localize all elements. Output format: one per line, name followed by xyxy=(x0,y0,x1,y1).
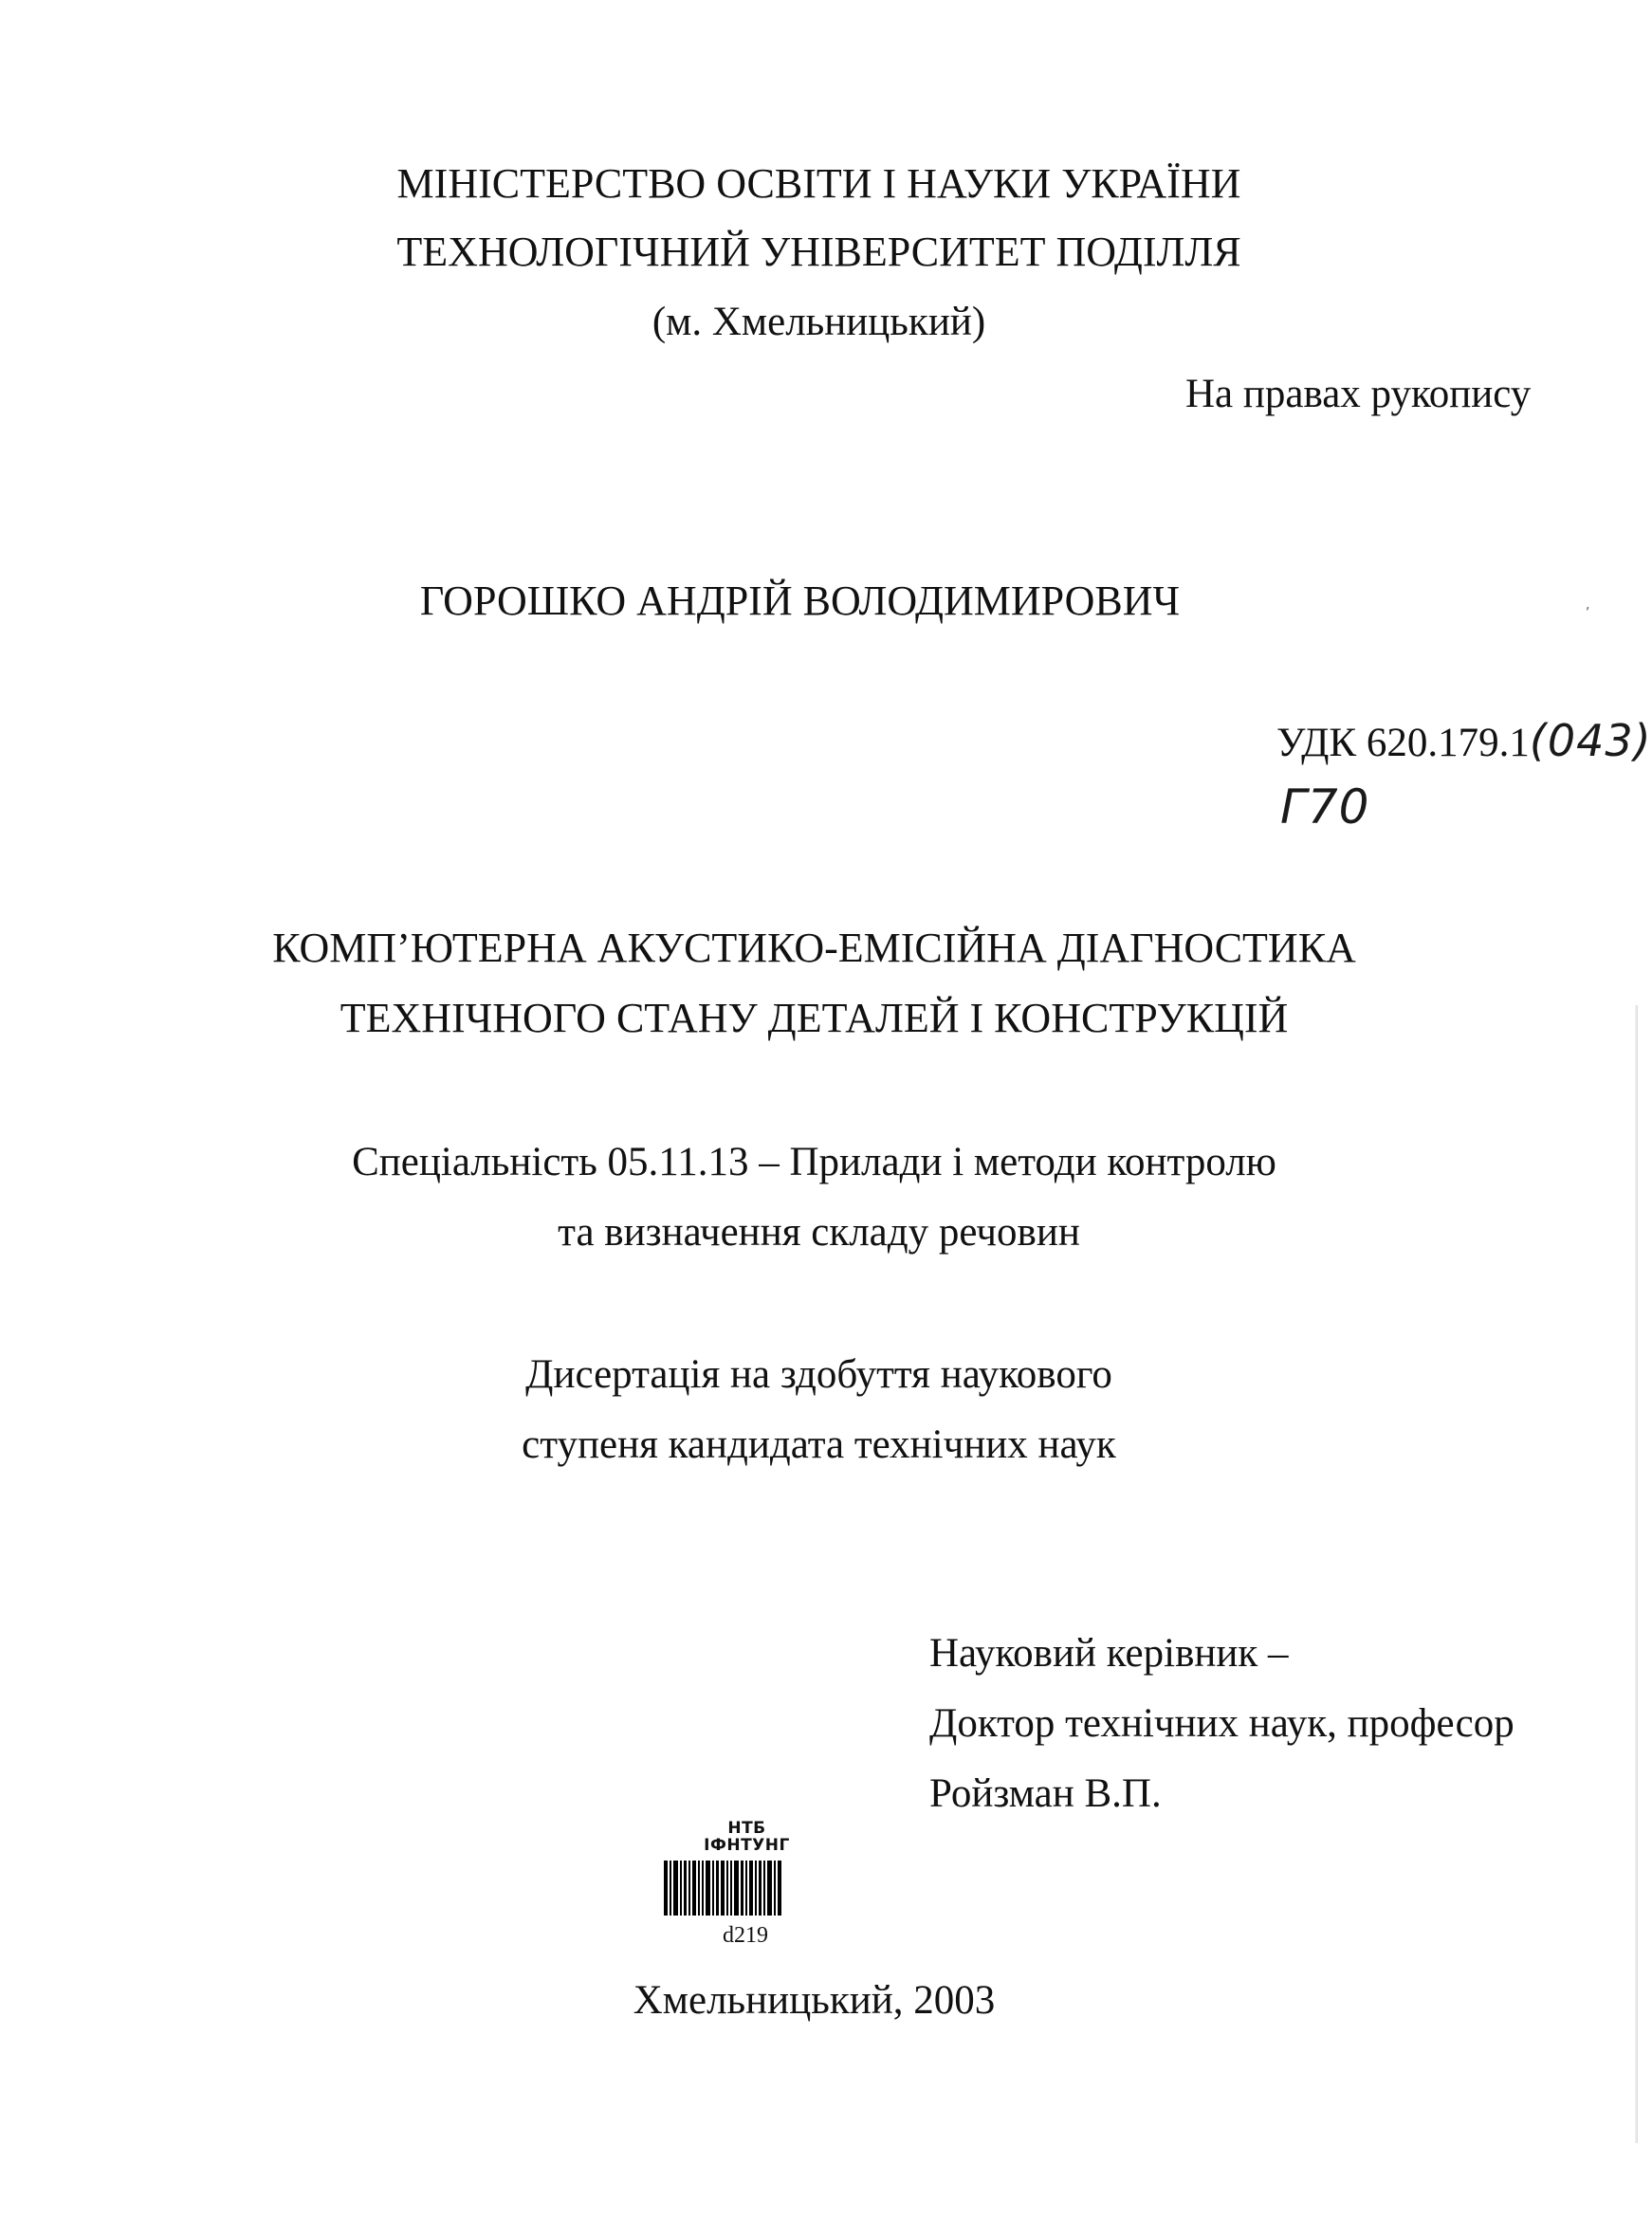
barcode xyxy=(664,1861,830,1916)
thesis-title-line2: ТЕХНІЧНОГО СТАНУ ДЕТАЛЕЙ І КОНСТРУКЦІЙ xyxy=(340,995,1289,1041)
scan-speck: , xyxy=(1586,597,1590,613)
thesis-title-line1: КОМП’ЮТЕРНА АКУСТИКО-ЕМІСІЙНА ДІАГНОСТИКА xyxy=(272,925,1356,971)
ministry-heading: МІНІСТЕРСТВО ОСВІТИ І НАУКИ УКРАЇНИ xyxy=(396,160,1241,207)
udc-printed: УДК 620.179.1 xyxy=(1276,721,1530,765)
city-note: (м. Хмельницький) xyxy=(652,300,986,344)
supervisor-role: Науковий керівник – xyxy=(929,1631,1289,1676)
specialty-line2: та визначення складу речовин xyxy=(558,1210,1080,1255)
library-code: d219 xyxy=(723,1922,768,1948)
library-stamp-line1: НТБ xyxy=(727,1819,766,1838)
degree-line2: ступеня кандидата технічних наук xyxy=(522,1422,1116,1467)
specialty-line1: Спеціальність 05.11.13 – Прилади і методи контролю xyxy=(352,1140,1276,1184)
manuscript-note: На правах рукопису xyxy=(1185,372,1532,416)
university-heading: ТЕХНОЛОГІЧНИЙ УНІВЕРСИТЕТ ПОДІЛЛЯ xyxy=(396,229,1241,275)
udc-code xyxy=(1276,715,1652,766)
library-stamp-line2: ІФНТУНГ xyxy=(704,1835,790,1855)
author-name: ГОРОШКО АНДРІЙ ВОЛОДИМИРОВИЧ xyxy=(419,578,1181,624)
library-stamp xyxy=(664,1821,830,1949)
supervisor-name: Ройзман В.П. xyxy=(929,1771,1162,1816)
place-and-year: Хмельницький, 2003 xyxy=(633,1978,996,2023)
scan-edge-shadow xyxy=(1635,1005,1638,2143)
udc-handwritten-code: Г70 xyxy=(1280,779,1370,834)
degree-line1: Дисертація на здобуття наукового xyxy=(525,1352,1112,1397)
supervisor-title: Доктор технічних наук, професор xyxy=(929,1701,1514,1746)
udc-handwritten-suffix: (043) xyxy=(1529,715,1652,766)
